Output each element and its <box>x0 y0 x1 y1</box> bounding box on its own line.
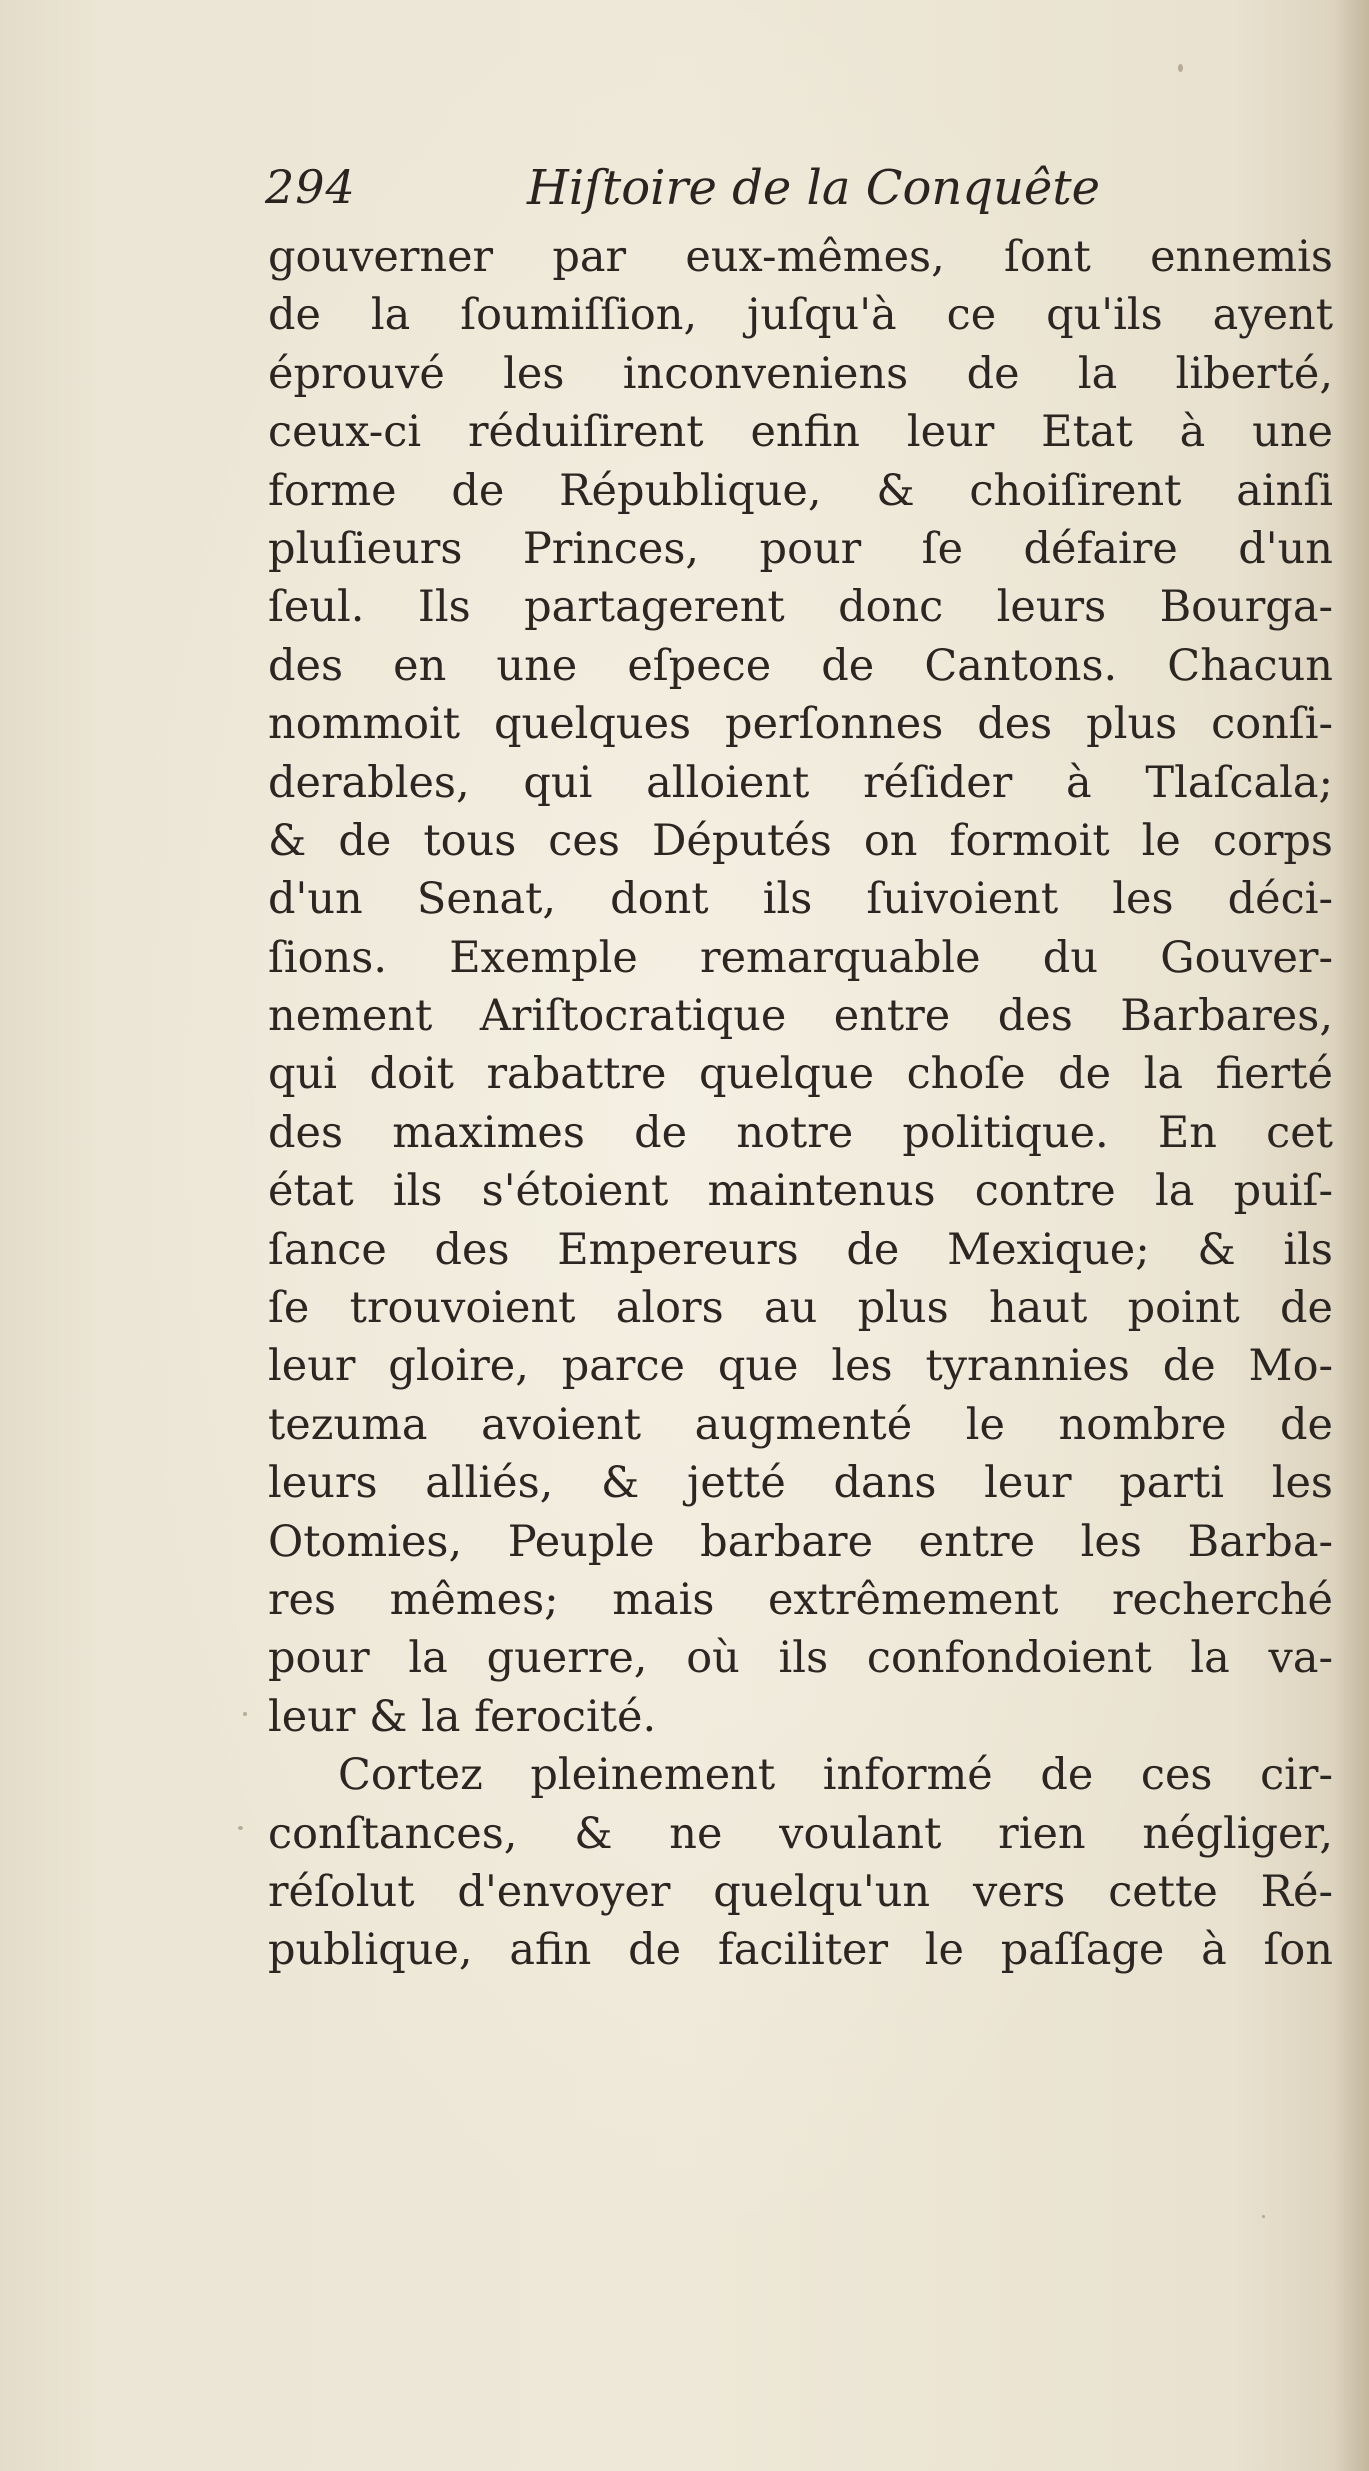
text-line: leur gloire, parce que les tyrannies de Mo- <box>268 1341 1333 1392</box>
text-line: des maximes de notre politique. En cet <box>268 1107 1333 1158</box>
text-line: forme de République, & choiſirent ainſi <box>268 465 1333 516</box>
text-line: ceux-ci réduiſirent enfin leur Etat à une <box>268 407 1333 458</box>
text-line: leurs alliés, & jetté dans leur parti les <box>268 1458 1333 1509</box>
text-line: tezuma avoient augmenté le nombre de <box>268 1399 1333 1450</box>
text-line: ſe trouvoient alors au plus haut point de <box>268 1283 1333 1334</box>
text-line: Otomies, Peuple barbare entre les Barba- <box>268 1516 1333 1567</box>
text-line: des en une eſpece de Cantons. Chacun <box>268 640 1333 691</box>
page-number: 294 <box>265 160 356 214</box>
text-line: & de tous ces Députés on formoit le corps <box>268 815 1333 866</box>
text-line: éprouvé les inconveniens de la liberté, <box>268 348 1333 399</box>
text-line: ſions. Exemple remarquable du Gouver- <box>268 932 1333 983</box>
text-line: nement Ariſtocratique entre des Barbares, <box>268 991 1333 1042</box>
running-title: Hiſtoire de la Conquête <box>527 160 1101 216</box>
text-line: derables, qui alloient réſider à Tlaſcala; <box>268 757 1333 808</box>
paper-speck <box>1262 2215 1265 2218</box>
paper-speck <box>238 1826 243 1830</box>
running-header <box>265 160 1325 230</box>
text-line: gouverner par eux-mêmes, ſont ennemis <box>268 232 1333 282</box>
text-line: nommoit quelques perſonnes des plus conſi- <box>268 699 1333 750</box>
paragraph-end-line: leur & la ferocité. <box>268 1691 657 1742</box>
text-line: ſeul. Ils partagerent donc leurs Bourga- <box>268 582 1333 633</box>
paragraph-start-line: Cortez pleinement informé de ces cir- <box>338 1750 1333 1801</box>
text-line: qui doit rabattre quelque choſe de la fierté <box>268 1049 1333 1100</box>
text-line: publique, afin de faciliter le paſſage à ſon <box>268 1925 1333 1976</box>
text-line: pour la guerre, où ils confondoient la va- <box>268 1633 1333 1684</box>
paper-speck <box>243 1712 247 1716</box>
text-line: ſance des Empereurs de Mexique; & ils <box>268 1224 1333 1275</box>
text-line: res mêmes; mais extrêmement recherché <box>268 1574 1333 1625</box>
paper-speck <box>1178 64 1183 72</box>
page-gutter-shadow <box>1333 0 1369 2471</box>
text-line: d'un Senat, dont ils ſuivoient les déci- <box>268 874 1333 925</box>
text-line: de la ſoumiſſion, juſqu'à ce qu'ils ayent <box>268 290 1333 341</box>
text-line: réſolut d'envoyer quelqu'un vers cette Ré- <box>268 1866 1333 1917</box>
text-line: pluſieurs Princes, pour ſe défaire d'un <box>268 523 1333 574</box>
body-text <box>268 228 1333 1980</box>
text-line: état ils s'étoient maintenus contre la puiſ- <box>268 1166 1333 1217</box>
text-line: conſtances, & ne voulant rien négliger, <box>268 1808 1333 1859</box>
